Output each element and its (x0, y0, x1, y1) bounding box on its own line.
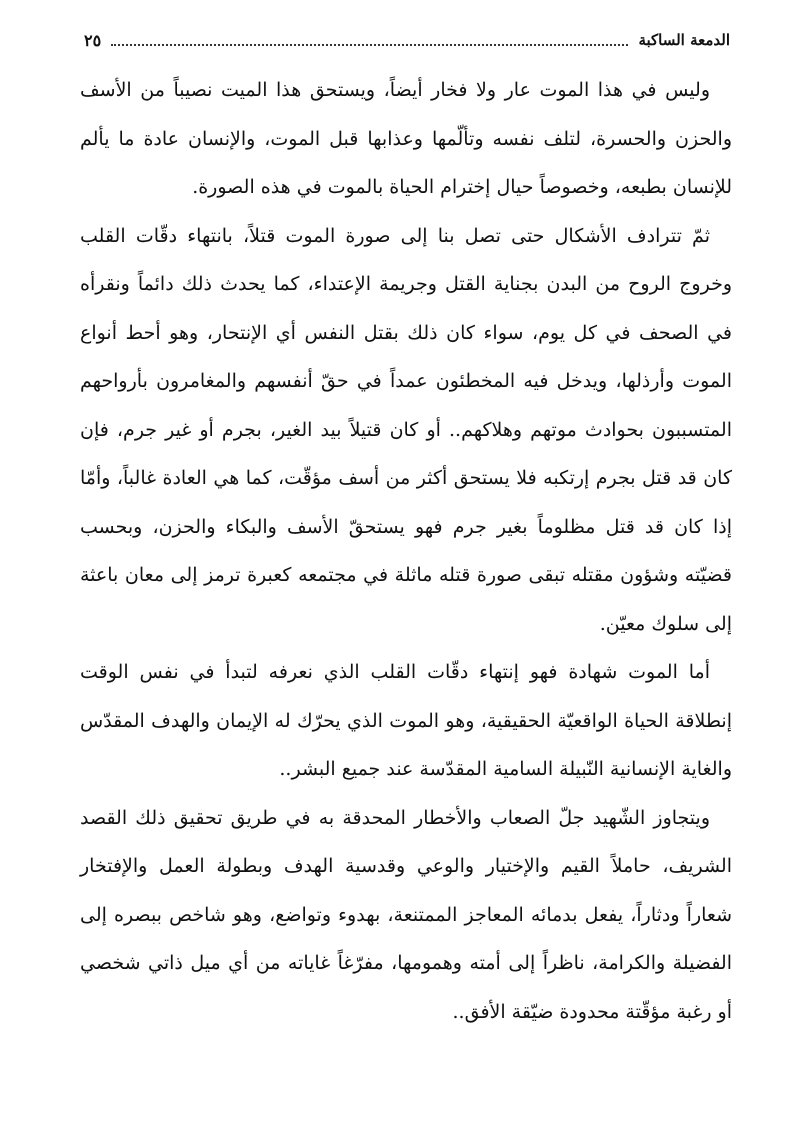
body-text (80, 66, 732, 1036)
dotted-leader (111, 34, 628, 46)
paragraph-4: ويتجاوز الشّهيد جلّ الصعاب والأخطار المحدقة به في طريق تحقيق ذلك القصد الشريف، حاملاً القيم والإختيار والوعي وقدسية الهدف وبطولة العمل والإفتخار شعاراً ودثاراً، يفعل بدمائه المعاجز الممتنعة، بهدوء وتواضع، وهو شاخص ببصره إلى الفضيلة والكرامة، ناظراً إلى أمته وهمومها، مفرّغاً غاياته من أي ميل ذاتي شخصي أو رغبة مؤقّتة محدودة ضيّقة الأفق.. (80, 806, 732, 1023)
paragraph-3: أما الموت شهادة فهو إنتهاء دقّات القلب الذي نعرفه لتبدأ في نفس الوقت إنطلاقة الحياة الواقعيّة الحقيقية، وهو الموت الذي يحرّك له الإيمان والهدف المقدّس والغاية الإنسانية النّبيلة السامية المقدّسة عند جميع البشر.. (80, 661, 732, 780)
paragraph-2: ثمّ تترادف الأشكال حتى تصل بنا إلى صورة الموت قتلاً، بانتهاء دقّات القلب وخروج الروح من البدن بجناية القتل وجريمة الإعتداء، كما يحدث ذلك دائماً ونقرأه في الصحف في كل يوم، سواء كان ذلك بقتل النفس أي الإنتحار، وهو أحط أنواع الموت وأرذلها، ويدخل فيه المخطئون عمداً في حقّ أنفسهم والمغامرون بأرواحهم المتسببون بحوادث موتهم وهلاكهم.. أو كان قتيلاً بيد الغير، بجرم أو غير جرم، فإن كان قد قتل بجرم إرتكبه فلا يستحق أكثر من أسف مؤقّت، كما هي العادة غالباً، وأمّا إذا كان قد قتل مظلوماً بغير جرم فهو يستحقّ الأسف والبكاء والحزن، وبحسب قضيّته وشؤون مقتله تبقى صورة قتله ماثلة في مجتمعه كعبرة ترمز إلى معان باعثة إلى سلوك معيّن. (80, 224, 732, 635)
page-header (84, 28, 730, 52)
running-title: الدمعة الساكبة (638, 31, 730, 49)
page-number: ٢٥ (84, 30, 102, 50)
paragraph-1: وليس في هذا الموت عار ولا فخار أيضاً، ويستحق هذا الميت نصيباً من الأسف والحزن والحسرة، لتلف نفسه وتألّمها وعذابها قبل الموت، والإنسان عادة ما يألم للإنسان بطبعه، وخصوصاً حيال إخترام الحياة بالموت في هذه الصورة. (80, 79, 732, 198)
